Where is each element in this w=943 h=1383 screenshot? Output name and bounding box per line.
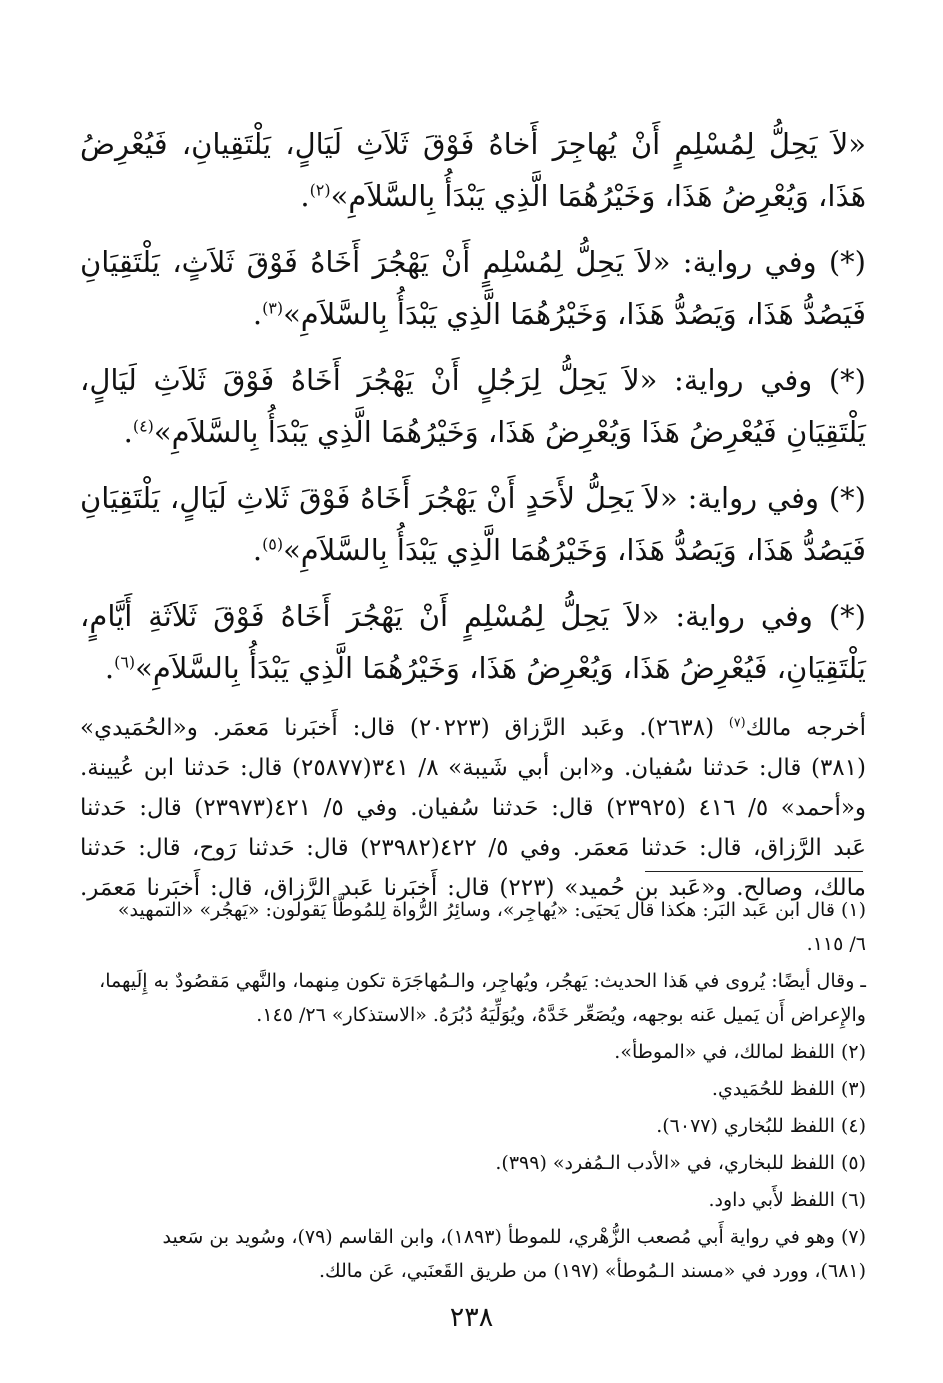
punctuation: .: [252, 533, 263, 567]
hadith-text: «لاَ يَحِلُّ لِمُسْلِمٍ أَنْ يَهْجُرَ أَخَاهُ فَوْقَ ثَلاَثٍ، يَلْتَقِيَانِ فَيَصُدُّ هَذَا، وَيَصُدُّ هَذَا، وَخَيْرُهُمَا الَّذِي يَبْدَأُ بِالسَّلاَمِ»: [80, 245, 866, 331]
hadith-paragraph-3: [80, 354, 866, 458]
takhrij-text: أخرجه مالك: [745, 715, 866, 741]
footnote-text: (١) قال ابن عَبد البَر: هكذا قال يَحيَى: «يُهاجِر»، وسائِرُ الرُّواة لِلمُوطَّأ يَقولون: «يَهجُر» «التمهيد»: [117, 899, 866, 921]
hadith-text: «لاَ يَحِلُّ لِرَجُلٍ أَنْ يَهْجُرَ أَخَاهُ فَوْقَ ثَلاَثِ لَيَالٍ، يَلْتَقِيَانِ فَيُعْرِضُ هَذَا وَيُعْرِضُ هَذَا، وَخَيْرُهُمَا الَّذِي يَبْدَأُ بِالسَّلاَمِ»: [80, 363, 866, 449]
main-text: [80, 118, 866, 908]
takhrij-line-4: عَبد الرَّزاق، قال: حَدثنا مَعمَر. وفي ٥/ ٤٢٢(٢٣٩٨٢) قال: حَدثنا رَوح، قال: حَدثنا: [80, 835, 867, 861]
riwaya-lead: (*) وفي رواية:: [670, 245, 866, 279]
takhrij-line-3: و«أحمد» ٥/ ٤١٦ (٢٣٩٢٥) قال: حَدثنا سُفيان. وفي ٥/ ٤٢١(٢٣٩٧٣) قال: حَدثنا: [80, 795, 867, 821]
footnote-text: والإِعراض أَن يَميل عَنه بوجهه، ويُصَعِّر خَدَّهُ، ويُوَلِّيَهُ دُبُرَهُ. «الاستذكار» ٢٦/ ١٤٥.: [256, 1004, 866, 1026]
takhrij-text: (٢٦٣٨). وعَبد الرَّزاق (٢٠٢٢٣) قال: أَخبَرنا مَعمَر. و«الحُمَيدي»: [80, 715, 729, 741]
footnote-2: [80, 1035, 866, 1069]
page-number: ٢٣٨: [449, 1302, 494, 1333]
footnote-text: (٢) اللفظ لمالك، في «الموطأ».: [614, 1041, 866, 1063]
punctuation: .: [123, 415, 133, 449]
footnote-separator: [645, 871, 863, 872]
takhrij-line-1: [80, 708, 866, 748]
hadith-paragraph-2: [80, 236, 866, 340]
footnote-ref: (٧): [728, 714, 746, 730]
footnote-ref: (٤): [132, 416, 154, 436]
footnotes: [80, 893, 866, 1291]
footnote-text: (٥) اللفظ للبخاري، في «الأدب الـمُفرد» (٣٩٩).: [495, 1152, 866, 1174]
footnote-5: [80, 1146, 866, 1180]
riwaya-lead: (*) وفي رواية:: [677, 481, 866, 515]
punctuation: .: [252, 297, 263, 331]
footnote-1-continued: [80, 964, 866, 1032]
punctuation: .: [104, 651, 115, 685]
takhrij-line-5: مالك، وصالح. و«عَبد بن حُميد» (٢٢٣) قال: أَخبَرنا عَبد الرَّزاق، قال: أَخبَرنا مَعمَر.: [80, 875, 867, 901]
riwaya-lead: (*) وفي رواية:: [657, 363, 866, 397]
footnote-ref: (٣): [262, 298, 284, 318]
hadith-text: «لاَ يَحِلُّ لِمُسْلِمٍ أَنْ يَهْجُرَ أَخَاهُ فَوْقَ ثَلاَثَةِ أَيَّامٍ، يَلْتَقِيَانِ، فَيُعْرِضُ هَذَا، وَيُعْرِضُ هَذَا، وَخَيْرُهُمَا الَّذِي يَبْدَأُ بِالسَّلاَمِ»: [80, 599, 866, 685]
hadith-paragraph-5: [80, 590, 866, 694]
hadith-paragraph-1: [80, 118, 866, 222]
footnote-text: (٦٨١)، وورد في «مسند الـمُوطأ» (١٩٧) من طريق القَعنَبي، عَن مالك.: [318, 1260, 866, 1282]
hadith-paragraph-4: [80, 472, 866, 576]
footnote-text: (٧) وهو في رواية أَبي مُصعب الزُّهْري، للموطأ (١٨٩٣)، وابن القاسم (٧٩)، وسُويد بن سَعيد: [162, 1226, 866, 1248]
footnote-text: (٤) اللفظ للبُخاري (٦٠٧٧).: [656, 1115, 866, 1137]
hadith-text: «لاَ يَحِلُّ لِمُسْلِمٍ أَنْ يُهاجِرَ أَخاهُ فَوْقَ ثَلاَثِ لَيَالٍ، يَلْتَقِيانِ، فَيُعْرِضُ هَذَا، وَيُعْرِضُ هَذَا، وَخَيْرُهُمَا الَّذِي يَبْدَأُ بِالسَّلاَمِ»: [80, 127, 866, 213]
footnote-text: ـ وقال أيضًا: يُروى في هَذا الحديث: يَهجُر، ويُهاجِر، والـمُهاجَرَة تكون مِنهما، والنَّهي مَقصُودٌ به إِلَيهما،: [99, 970, 866, 992]
takhrij-line-2: (٣٨١) قال: حَدثنا سُفيان. و«ابن أبي شَيبة» ٨/ ٣٤١(٢٥٨٧٧) قال: حَدثنا ابن عُيينة.: [80, 755, 866, 781]
footnote-7: [80, 1220, 866, 1288]
footnote-1: [80, 893, 866, 961]
hadith-text: «لاَ يَحِلُّ لأَحَدٍ أَنْ يَهْجُرَ أَخَاهُ فَوْقَ ثَلاثِ لَيَالٍ، يَلْتَقِيَانِ فَيَصُدُّ هَذَا، وَيَصُدُّ هَذَا، وَخَيْرُهُمَا الَّذِي يَبْدَأُ بِالسَّلاَمِ»: [80, 481, 866, 567]
footnote-4: [80, 1109, 866, 1143]
footnote-text: (٣) اللفظ للحُمَيدي.: [711, 1078, 866, 1100]
footnote-text: (٦) اللفظ لأَبي داود.: [708, 1189, 866, 1211]
footnote-ref: (٥): [262, 534, 284, 554]
footnote-6: [80, 1183, 866, 1217]
footnote-text: ٦/ ١١٥.: [806, 933, 866, 955]
footnote-3: [80, 1072, 866, 1106]
footnote-ref: (٦): [114, 652, 136, 672]
footnote-ref: (٢): [309, 180, 331, 200]
punctuation: .: [300, 179, 310, 213]
takhrij-block: [80, 708, 866, 908]
riwaya-lead: (*) وفي رواية:: [659, 599, 866, 633]
